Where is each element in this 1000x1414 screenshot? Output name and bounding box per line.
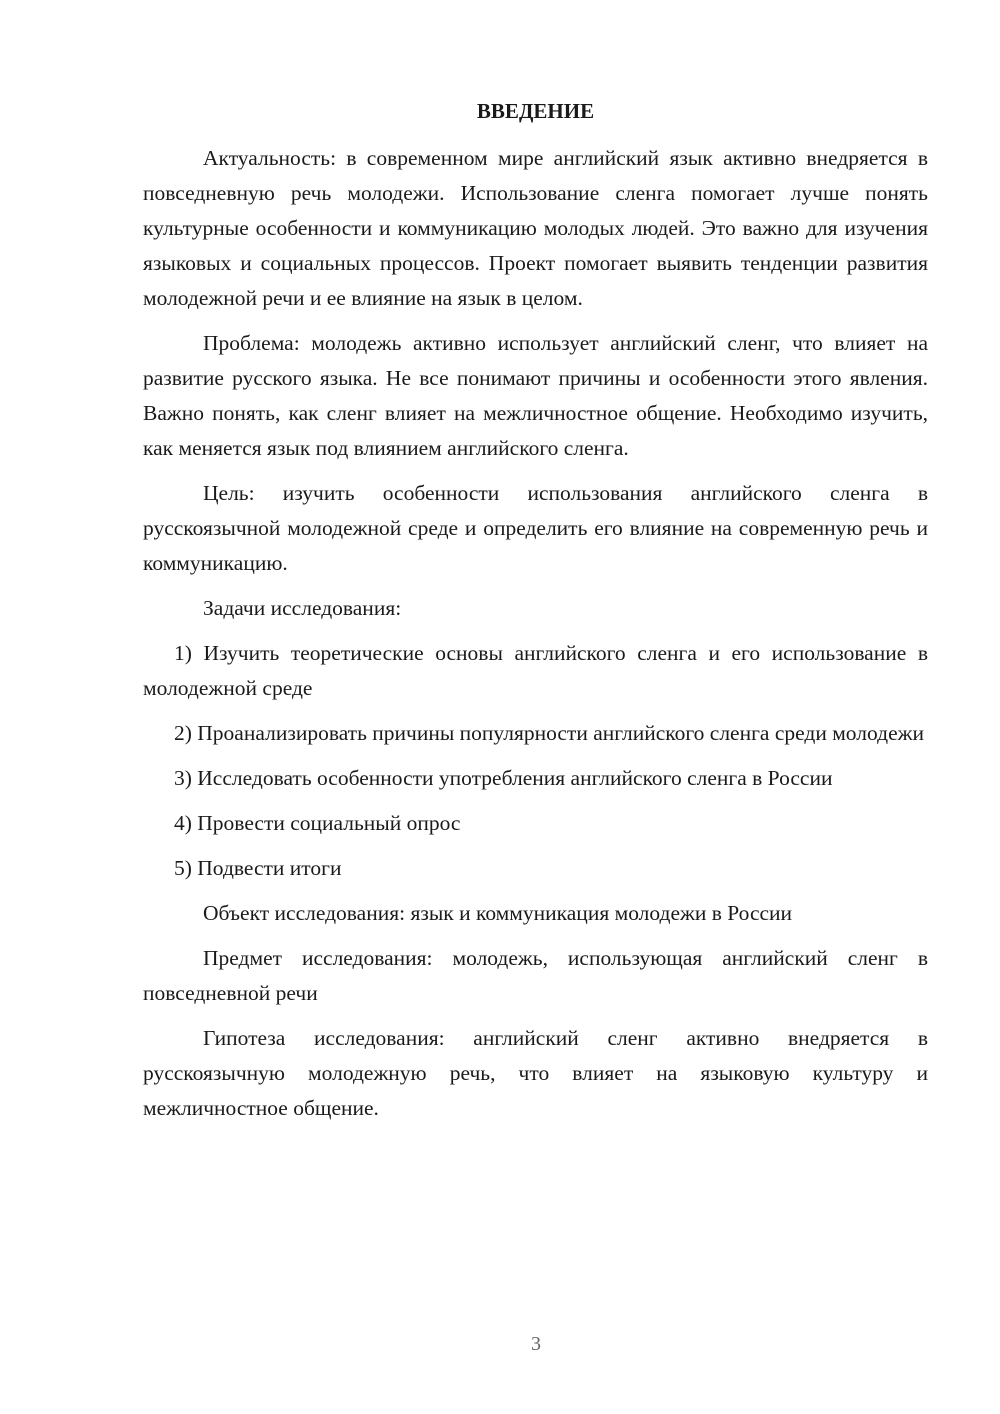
paragraph-relevance: Актуальность: в современном мире английский язык активно внедряется в повседневную речь молодежи. Использование сленга помогает лучше понять культурные особенности и коммуникацию молодых людей. Это важно для изучения языковых и социальных процессов. Проект помогает выявить тенденции развития молодежной речи и ее влияние на язык в целом. [143, 146, 928, 310]
paragraph-problem: Проблема: молодежь активно использует английский сленг, что влияет на развитие русского языка. Не все понимают причины и особенности этого явления. Важно понять, как сленг влияет на межличностное общение. Необходимо изучить, как меняется язык под влиянием английского сленга. [143, 331, 928, 460]
paragraph-goal: Цель: изучить особенности использования английского сленга в русскоязычной молодежной среде и определить его влияние на современную речь и коммуникацию. [143, 481, 928, 575]
list-item-task-1: 1) Изучить теоретические основы английского сленга и его использование в молодежной среде [143, 641, 928, 700]
list-item-task-3: 3) Исследовать особенности употребления английского сленга в России [174, 766, 833, 790]
list-item-task-5: 5) Подвести итоги [174, 856, 342, 880]
document-page [143, 95, 928, 1136]
list-item-task-2: 2) Проанализировать причины популярности английского сленга среди молодежи [174, 721, 924, 745]
paragraph-hypothesis: Гипотеза исследования: английский сленг активно внедряется в русскоязычную молодежную речь, что влияет на языковую культуру и межличностное общение. [143, 1026, 928, 1120]
paragraph-object: Объект исследования: язык и коммуникация молодежи в России [203, 901, 793, 925]
list-item-task-4: 4) Провести социальный опрос [174, 811, 461, 835]
paragraph-subject: Предмет исследования: молодежь, использующая английский сленг в повседневной речи [143, 946, 928, 1005]
section-title: ВВЕДЕНИЕ [476, 99, 595, 123]
page-number: 3 [531, 1333, 541, 1355]
tasks-heading: Задачи исследования: [203, 596, 402, 620]
